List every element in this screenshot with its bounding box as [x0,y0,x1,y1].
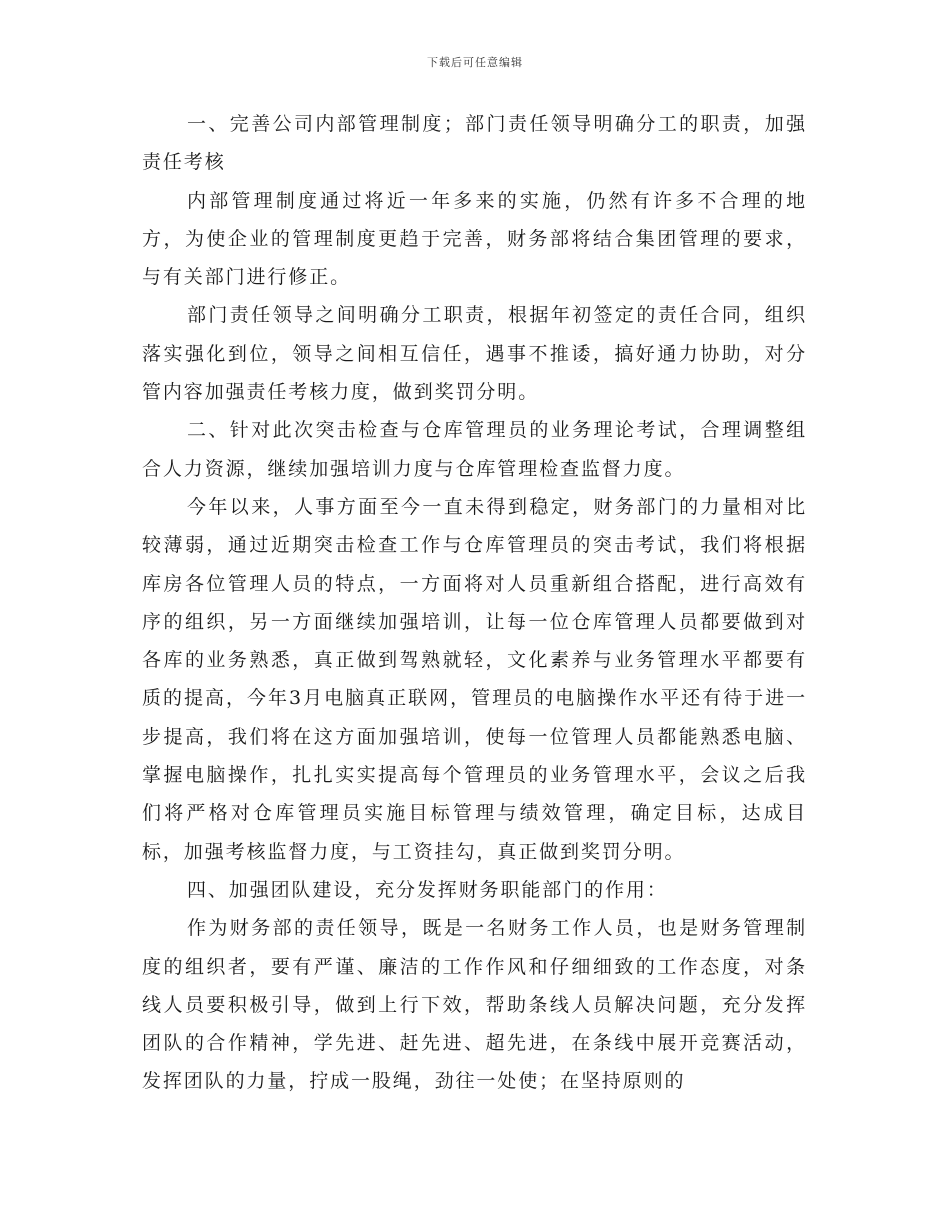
paragraph-section-4-heading: 四、加强团队建设，充分发挥财务职能部门的作用： [187,878,668,901]
paragraph-section-1-heading: 一、完善公司内部管理制度；部门责任领导明确分工的职责，加强责任考核 [142,113,807,174]
paragraph-management-system: 内部管理制度通过将近一年多来的实施，仍然有许多不合理的地方，为使企业的管理制度更趋于完善，财务部将结合集团管理的要求，与有关部门进行修正。 [142,189,807,289]
paragraph-leadership-duties: 部门责任领导之间明确分工职责，根据年初签定的责任合同，组织落实强化到位，领导之间相互信任，遇事不推诿，搞好通力协助，对分管内容加强责任考核力度，做到奖罚分明。 [142,304,807,404]
paragraph-team-building: 作为财务部的责任领导，既是一名财务工作人员，也是财务管理制度的组织者，要有严谨、廉洁的工作作风和仔细细致的工作态度，对条线人员要积极引导，做到上行下效，帮助条线人员解决问题，充分发挥团队的合作精神，学先进、赶先进、超先进，在条线中展开竞赛活动，发挥团队的力量，拧成一股绳，劲往一处使；在坚持原则的 [142,917,807,1093]
document-body [142,105,807,1101]
paragraph-staff-training: 今年以来，人事方面至今一直未得到稳定，财务部门的力量相对比较薄弱，通过近期突击检查工作与仓库管理员的突击考试，我们将根据库房各位管理人员的特点，一方面将对人员重新组合搭配，进行高效有序的组织，另一方面继续加强培训，让每一位仓库管理人员都要做到对各库的业务熟悉，真正做到驾熟就轻，文化素养与业务管理水平都要有质的提高，今年3月电脑真正联网，管理员的电脑操作水平还有待于进一步提高，我们将在这方面加强培训，使每一位管理人员都能熟悉电脑、掌握电脑操作，扎扎实实提高每个管理员的业务管理水平，会议之后我们将严格对仓库管理员实施目标管理与绩效管理，确定目标，达成目标，加强考核监督力度，与工资挂勾，真正做到奖罚分明。 [142,495,807,863]
page-header: 下载后可任意编辑 [427,56,523,69]
paragraph-section-2-heading: 二、针对此次突击检查与仓库管理员的业务理论考试，合理调整组合人力资源，继续加强培训力度与仓库管理检查监督力度。 [142,419,807,480]
